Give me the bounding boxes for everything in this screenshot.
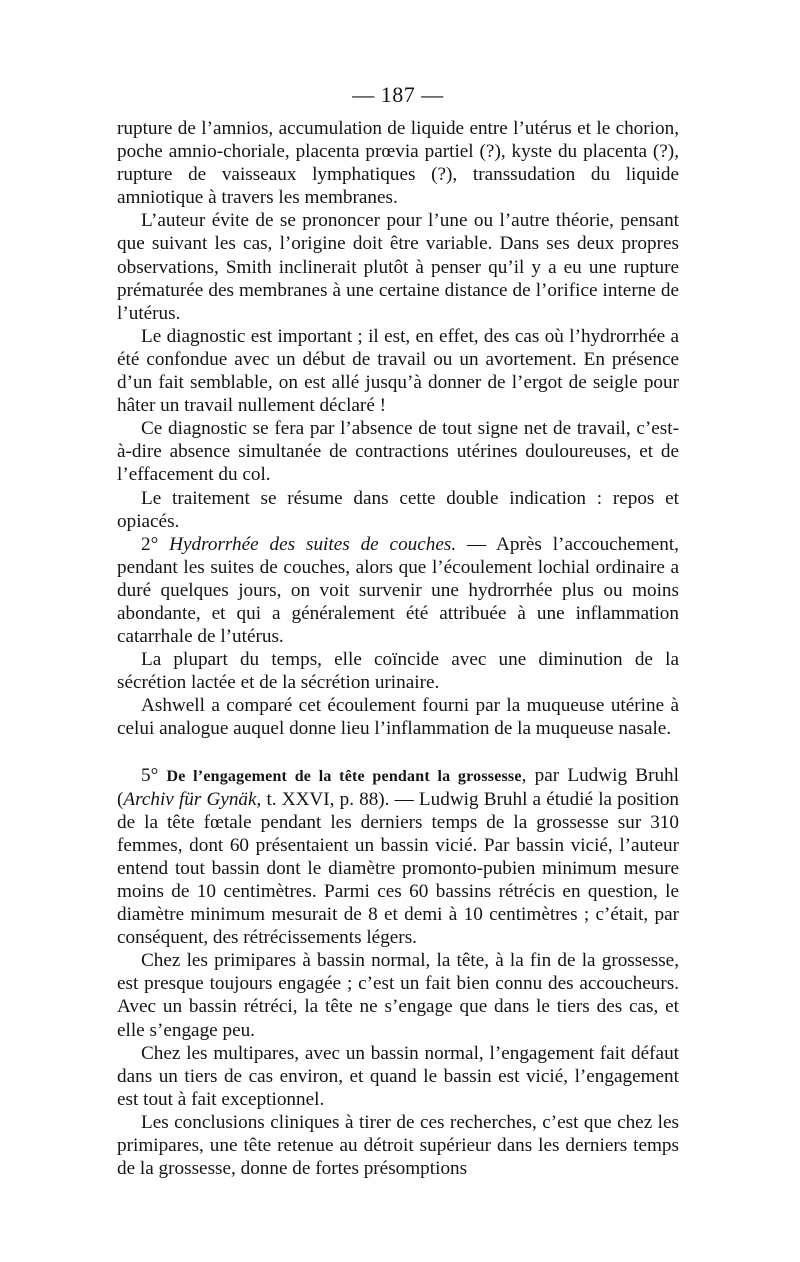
text-run: Le traitement se résume dans cette double indication : repos et opiacés. [117, 487, 679, 532]
text-run: , par Ludwig Bruhl ( [117, 764, 679, 810]
paragraph-p6 [117, 533, 679, 648]
paragraph-p4 [117, 417, 679, 486]
text-run: Chez les multipares, avec un bassin normal, l’engagement fait défaut dans un tiers de cas environ, et quand le bassin est vicié, l’engagement est tout à fait exceptionnel. [117, 1042, 679, 1110]
text-run: Ashwell a comparé cet écoulement fourni par la muqueuse utérine à celui analogue auquel donne lieu l’inflammation de la muqueuse nasale. [117, 695, 679, 740]
text-run: Les conclusions cliniques à tirer de ces recherches, c’est que chez les primipares, une tête retenue au détroit supérieur dans les derniers temps de la grossesse, donne de fortes présomptions [117, 1111, 679, 1180]
text-run: La plupart du temps, elle coïncide avec une diminution de la sécrétion lactée et de la sécrétion urinaire. [117, 649, 679, 694]
paragraph-p8 [117, 694, 679, 740]
paragraph-p10 [117, 949, 679, 1041]
section-heading: De l’engagement de la tête pendant la grossesse [166, 767, 522, 785]
paragraph-p11 [117, 1042, 679, 1111]
text-run: t. XXVI, p. 88). — Ludwig Bruhl a étudié la position de la tête fœtale pendant les derniers temps de la grossesse sur 310 femmes, dont 60 présentaient un bassin vicié. Par bassin vicié, l’auteur entend tout bassin dont le diamètre promonto-pubien minimum mesure moins de 10 centimètres. Parmi ces 60 bassins rétrécis en question, le diamètre minimum mesurait de 8 et demi à 10 centimètres ; c’était, par conséquent, des rétrécissements légers. [117, 788, 680, 949]
text-run: rupture de l’amnios, accumulation de liquide entre l’utérus et le chorion, poche amnio-choriale, placenta prœvia partiel (?), kyste du placenta (?), rupture de vaisseaux lymphatiques (?), transsudation du liquide amniotique à travers les membranes. [117, 118, 679, 209]
text-run: Ce diagnostic se fera par l’absence de tout signe net de travail, c’est-à-dire absence simultanée de contractions utérines douloureuses, et de l’effacement du col. [117, 418, 679, 486]
paragraph-p7 [117, 648, 679, 694]
paragraph-p1 [117, 117, 679, 209]
paragraph-p5 [117, 487, 679, 533]
paragraph-p9 [117, 764, 679, 950]
body-text [117, 117, 679, 1180]
paragraph-p3 [117, 325, 679, 417]
text-run: L’auteur évite de se prononcer pour l’une ou l’autre théorie, pensant que suivant les cas, l’origine doit être variable. Dans ses deux propres observations, Smith inclinerait plutôt à penser qu’il y a eu une rupture prématurée des membranes à une certaine distance de l’orifice interne de l’utérus. [117, 210, 679, 324]
text-run: 2° [141, 533, 170, 555]
section-gap [117, 741, 679, 764]
paragraph-p12 [117, 1111, 679, 1180]
paragraph-p2 [117, 209, 679, 324]
text-run: 5° [141, 764, 167, 786]
text-run: Le diagnostic est important ; il est, en effet, des cas où l’hydrorrhée a été confondue avec un début de travail ou un avortement. En présence d’un fait semblable, on est allé jusqu’à donner de l’ergot de seigle pour hâter un travail nullement déclaré ! [117, 325, 679, 417]
text-run: — Après l’accouchement, pendant les suites de couches, alors que l’écoulement lochial ordinaire a duré quelques jours, on voit survenir une hydrorrhée plus ou moins abondante, et qui a généralement été attribuée à une inflammation catarrhale de l’utérus. [117, 533, 679, 648]
text-run: Chez les primipares à bassin normal, la tête, à la fin de la grossesse, est presque toujours engagée ; c’est un fait bien connu des accoucheurs. Avec un bassin rétréci, la tête ne s’engage que dans le tiers des cas, et elle s’engage peu. [117, 950, 679, 1041]
document-page [117, 82, 679, 1180]
italic-run: Archiv für Gynäk, [123, 788, 262, 810]
italic-run: Hydrorrhée des suites de couches. [169, 533, 457, 555]
page-number: — 187 — [352, 82, 444, 107]
